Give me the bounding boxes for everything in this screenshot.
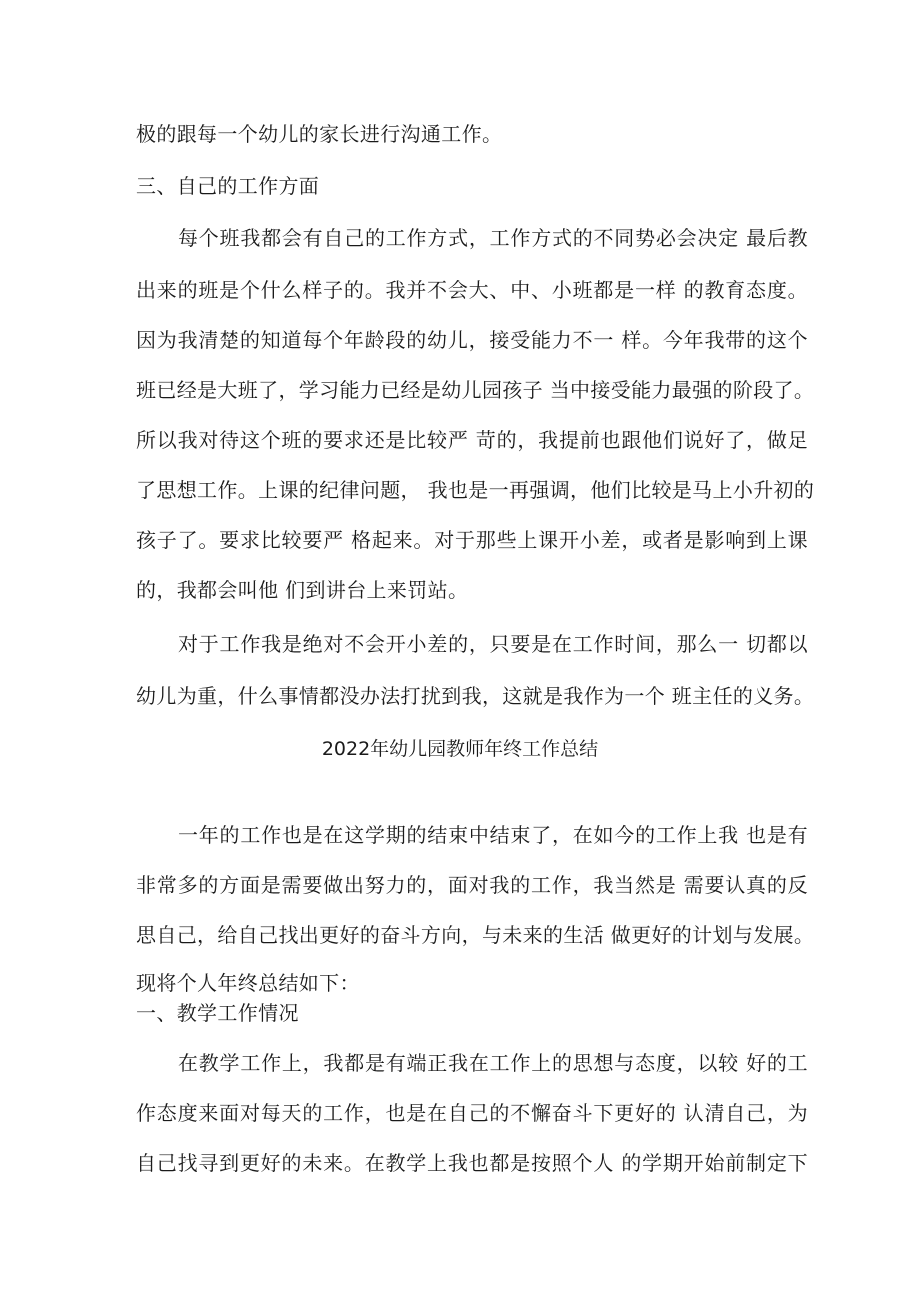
- paragraph-line: 所以我对待这个班的要求还是比较严 苛的，我提前也跟他们说好了，做足: [136, 428, 808, 452]
- section-heading: 一、教学工作情况: [136, 1001, 299, 1025]
- document-title: 2022年幼儿园教师年终工作总结: [321, 738, 599, 760]
- paragraph-line: 因为我清楚的知道每个年龄段的幼儿，接受能力不一 样。今年我带的这个: [136, 328, 808, 352]
- paragraph-line: 对于工作我是绝对不会开小差的，只要是在工作时间，那么一 切都以: [178, 632, 808, 656]
- paragraph-line: 班已经是大班了，学习能力已经是幼儿园孩子 当中接受能力最强的阶段了。: [136, 378, 815, 402]
- paragraph-line: 幼儿为重，什么事情都没办法打扰到我，这就是我作为一个 班主任的义务。: [136, 684, 815, 708]
- paragraph-line: 思自己，给自己找出更好的奋斗方向，与未来的生活 做更好的计划与发展。: [136, 923, 815, 947]
- paragraph-line: 出来的班是个什么样子的。我并不会大、中、小班都是一样 的教育态度。: [136, 278, 808, 302]
- paragraph-line: 现将个人年终总结如下：: [136, 971, 360, 995]
- paragraph-line: 非常多的方面是需要做出努力的，面对我的工作，我当然是 需要认真的反: [136, 873, 808, 897]
- paragraph-line: 每个班我都会有自己的工作方式，工作方式的不同势必会决定 最后教: [178, 226, 808, 250]
- paragraph-line: 作态度来面对每天的工作，也是在自己的不懈奋斗下更好的 认清自己，为: [136, 1101, 808, 1125]
- paragraph-line: 一年的工作也是在这学期的结束中结束了，在如今的工作上我 也是有: [178, 823, 808, 847]
- section-heading: 三、自己的工作方面: [136, 174, 320, 198]
- paragraph-line: 极的跟每一个幼儿的家长进行沟通工作。: [136, 122, 503, 146]
- paragraph-line: 了思想工作。上课的纪律问题， 我也是一再强调，他们比较是马上小升初的: [136, 478, 815, 502]
- paragraph-line: 的，我都会叫他 们到讲台上来罚站。: [136, 578, 469, 602]
- paragraph-line: 在教学工作上，我都是有端正我在工作上的思想与态度，以较 好的工: [178, 1051, 808, 1075]
- paragraph-line: 自己找寻到更好的未来。在教学上我也都是按照个人 的学期开始前制定下: [136, 1151, 808, 1175]
- paragraph-line: 孩子了。要求比较要严 格起来。对于那些上课开小差，或者是影响到上课: [136, 528, 808, 552]
